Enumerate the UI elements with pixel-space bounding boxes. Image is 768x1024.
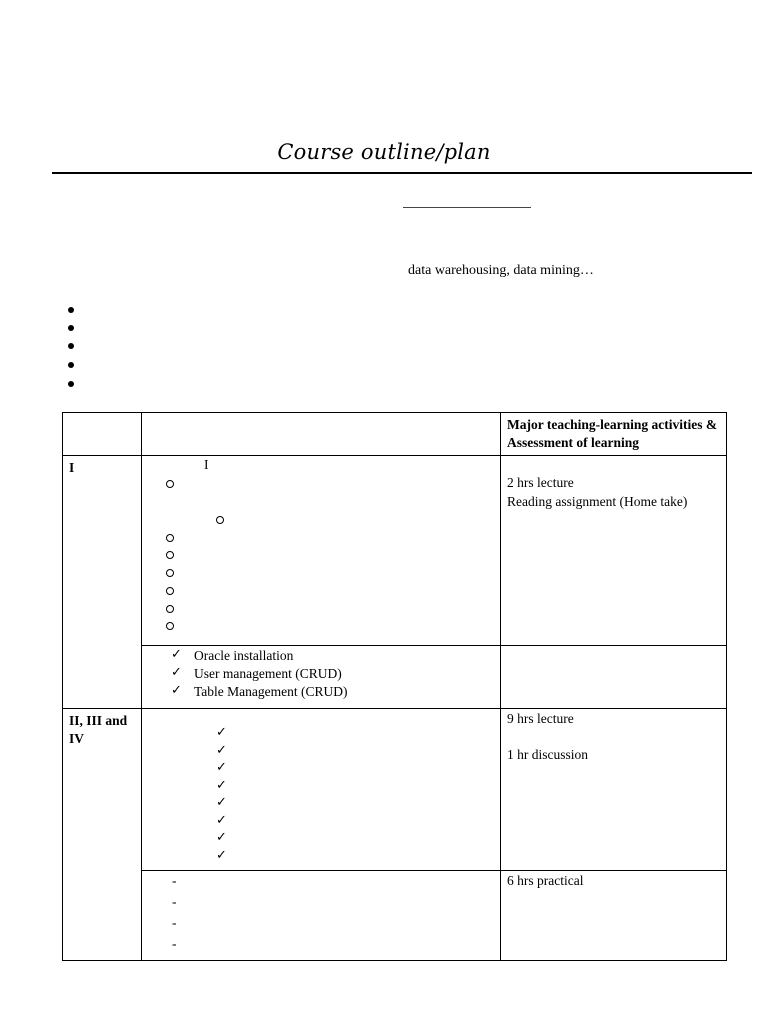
activity-line: 9 hrs lecture xyxy=(507,711,574,726)
checkmark-icon: ✓ xyxy=(171,665,182,680)
sub-bullet-icon xyxy=(166,622,174,630)
checkmark-icon: ✓ xyxy=(216,743,227,758)
content-marker: I xyxy=(204,457,209,472)
bullet-icon xyxy=(68,307,74,313)
sub-bullet-icon xyxy=(166,569,174,577)
table-header-row xyxy=(63,413,727,456)
table-row xyxy=(63,456,727,646)
activity-line: 6 hrs practical xyxy=(507,873,584,888)
checkmark-icon: ✓ xyxy=(216,778,227,793)
dash-bullet: - xyxy=(172,936,177,951)
checkmark-icon: ✓ xyxy=(171,647,182,662)
header-cell-activities: Major teaching-learning activities & Assessment of learning xyxy=(501,413,727,456)
content-cell xyxy=(142,456,501,646)
checkmark-icon: ✓ xyxy=(171,683,182,698)
checkmark-icon: ✓ xyxy=(216,795,227,810)
bullet-icon xyxy=(68,325,74,331)
course-topics-text: data warehousing, data mining… xyxy=(408,263,594,278)
practical-cell xyxy=(142,871,501,961)
checkmark-icon: ✓ xyxy=(216,830,227,845)
checkmark-icon: ✓ xyxy=(216,813,227,828)
activity-line: 2 hrs lecture xyxy=(507,475,574,490)
practical-activities-cell xyxy=(501,871,727,961)
activities-cell xyxy=(501,456,727,646)
practical-item: Oracle installation xyxy=(194,648,294,663)
practical-cell xyxy=(142,646,501,709)
sub-bullet-icon xyxy=(166,605,174,613)
header-cell-unit xyxy=(63,413,142,456)
activities-cell xyxy=(501,709,727,871)
activity-line: Reading assignment (Home take) xyxy=(507,494,688,509)
bullet-icon xyxy=(68,381,74,387)
activity-line: 1 hr discussion xyxy=(507,747,588,762)
bullet-icon xyxy=(68,343,74,349)
sub-bullet-icon xyxy=(166,480,174,488)
practical-item: User management (CRUD) xyxy=(194,666,342,681)
table-row xyxy=(63,646,727,709)
table-row xyxy=(63,871,727,961)
sub-bullet-icon xyxy=(166,551,174,559)
content-cell xyxy=(142,709,501,871)
sub-bullet-icon xyxy=(216,516,224,524)
checkmark-icon: ✓ xyxy=(216,760,227,775)
title-rule xyxy=(52,172,752,174)
page-title: Course outline/plan xyxy=(277,140,491,164)
checkmark-icon: ✓ xyxy=(216,848,227,863)
sub-bullet-icon xyxy=(166,587,174,595)
course-outline-table xyxy=(62,412,727,961)
practical-item: Table Management (CRUD) xyxy=(194,684,348,699)
dash-bullet: - xyxy=(172,915,177,930)
bullet-icon xyxy=(68,362,74,368)
unit-cell: I xyxy=(63,456,142,709)
hyperlink-underline[interactable] xyxy=(403,207,531,208)
header-cell-content xyxy=(142,413,501,456)
sub-bullet-icon xyxy=(166,534,174,542)
unit-cell: II, III and IV xyxy=(63,709,142,961)
practical-activities-cell xyxy=(501,646,727,709)
table-row xyxy=(63,709,727,871)
dash-bullet: - xyxy=(172,894,177,909)
checkmark-icon: ✓ xyxy=(216,725,227,740)
dash-bullet: - xyxy=(172,873,177,888)
